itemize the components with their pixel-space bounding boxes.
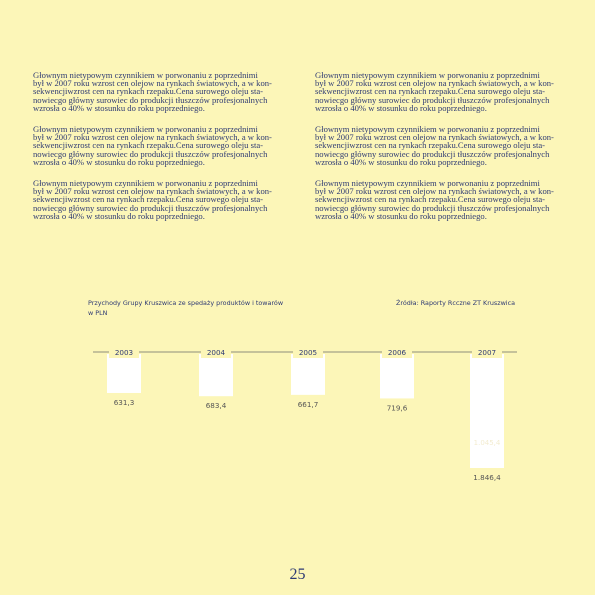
page-number: 25 (289, 566, 306, 583)
chart-source: Źródła: Raporty Rcczne ZT Kruszwica (396, 299, 516, 307)
body-paragraph: Głownym nietypowym czynnikiem w porwonaniu z poprzednimi był w 2007 roku wzrost cen olejow na rynkach światowych, a w kon- sekwencjiwzrost cen na rynkach rzepaku.Cena surowego oleju sta- nowiecgo główny surowiec do produkcji tłuszczów profesjonalnych wzrosła o 40% w stosunku do roku poprzedniego. (315, 178, 554, 221)
chart-title: Przychody Grupy Kruszwica ze spedaży produktów i towarów w PLN (88, 299, 284, 317)
bar-2007 (470, 354, 504, 468)
tick-label-2006: 2006 (387, 348, 407, 357)
bar-inner-label-2007: 1.045,4 (473, 439, 501, 447)
data-label-2004: 683,4 (205, 401, 227, 411)
body-paragraph: Głownym nietypowym czynnikiem w porwonaniu z poprzednimi był w 2007 roku wzrost cen olejow na rynkach światowych, a w kon- sekwencjiwzrost cen na rynkach rzepaku.Cena surowego oleju sta- nowiecgo główny surowiec do produkcji tłuszczów profesjonalnych wzrosła o 40% w stosunku do roku poprzedniego. (33, 124, 272, 167)
body-paragraph: Głownym nietypowym czynnikiem w porwonaniu z poprzednimi był w 2007 roku wzrost cen olejow na rynkach światowych, a w kon- sekwencjiwzrost cen na rynkach rzepaku.Cena surowego oleju sta- nowiecgo główny surowiec do produkcji tłuszczów profesjonalnych wzrosła o 40% w stosunku do roku poprzedniego. (315, 124, 554, 167)
tick-label-2005: 2005 (298, 348, 318, 357)
data-label-2007: 1.846,4 (473, 473, 501, 482)
bar-2003 (107, 354, 141, 393)
tick-label-2007: 2007 (477, 348, 497, 357)
bar-2006 (380, 354, 414, 398)
data-label-2003: 631,3 (113, 397, 135, 407)
data-label-2005: 661,7 (297, 399, 319, 409)
body-paragraph: Głownym nietypowym czynnikiem w porwonaniu z poprzednimi był w 2007 roku wzrost cen olejow na rynkach światowych, a w kon- sekwencjiwzrost cen na rynkach rzepaku.Cena surowego oleju sta- nowiecgo główny surowiec do produkcji tłuszczów profesjonalnych wzrosła o 40% w stosunku do roku poprzedniego. (33, 178, 272, 221)
bar-2004 (199, 354, 233, 396)
body-paragraph: Głownym nietypowym czynnikiem w porwonaniu z poprzednimi był w 2007 roku wzrost cen olejow na rynkach światowych, a w kon- sekwencjiwzrost cen na rynkach rzepaku.Cena surowego oleju sta- nowiecgo główny surowiec do produkcji tłuszczów profesjonalnych wzrosła o 40% w stosunku do roku poprzedniego. (33, 70, 272, 113)
tick-label-2004: 2004 (206, 348, 226, 357)
body-paragraph: Głownym nietypowym czynnikiem w porwonaniu z poprzednimi był w 2007 roku wzrost cen olejow na rynkach światowych, a w kon- sekwencjiwzrost cen na rynkach rzepaku.Cena surowego oleju sta- nowiecgo główny surowiec do produkcji tłuszczów profesjonalnych wzrosła o 40% w stosunku do roku poprzedniego. (315, 70, 554, 113)
data-label-2006: 719,6 (386, 403, 408, 413)
bar-2005 (291, 354, 325, 395)
tick-label-2003: 2003 (114, 348, 134, 357)
